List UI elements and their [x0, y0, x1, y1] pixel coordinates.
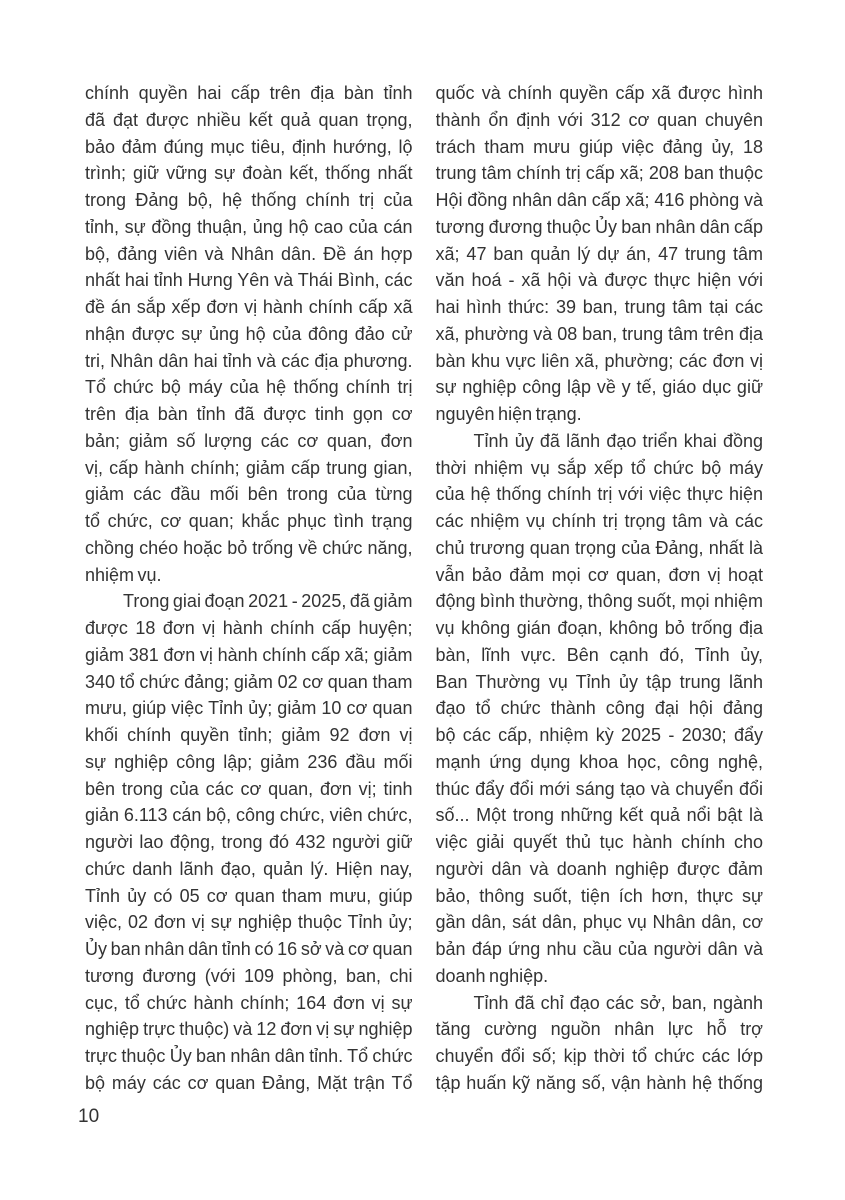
text-line: gần dân, sát dân, phục vụ Nhân dân, cơ [435, 912, 763, 933]
text-line: Tỉnh đã chỉ đạo các sở, ban, ngành [473, 992, 763, 1013]
text-line: Trong giai đoạn 2021 - 2025, đã giảm [123, 591, 413, 612]
text-line: nghiệp trực thuộc) và 12 đơn vị sự nghiệp [85, 1019, 413, 1040]
text-line: giản 6.113 cán bộ, công chức, viên chức, [85, 805, 413, 826]
text-line: bộ, đảng viên và Nhân dân. Đề án hợp [85, 243, 413, 264]
text-line: văn hoá - xã hội và được thực hiện với [435, 270, 763, 291]
text-line: tổ chức, cơ quan; khắc phục tình trạng [85, 511, 413, 531]
text-line: việc giải quyết thủ tục hành chính cho [435, 832, 763, 852]
text-line: người dân và doanh nghiệp được đảm [435, 858, 763, 879]
text-line: trong Đảng bộ, hệ thống chính trị của [85, 190, 413, 210]
text-line: giảm các đầu mối bên trong của từng [85, 484, 413, 505]
text-line: tỉnh, sự đồng thuận, ủng hộ cao của cán [85, 216, 413, 237]
paragraph [85, 80, 413, 588]
text-line: xã, phường và 08 ban, trung tâm trên địa [435, 323, 763, 344]
text-line: mưu, giúp việc Tỉnh ủy; giảm 10 cơ quan [85, 698, 413, 719]
text-line: được 18 đơn vị hành chính cấp huyện; [85, 618, 413, 638]
text-line: tương đương (với 109 phòng, ban, chi [85, 965, 413, 986]
text-line: Ủy ban nhân dân tỉnh có 16 sở và cơ quan [85, 939, 413, 959]
text-line: chủ trương quan trọng của Đảng, nhất là [435, 537, 763, 558]
text-line: nhận được sự ủng hộ của đông đảo cử [85, 323, 413, 344]
text-line: xã; 47 ban quản lý dự án, 47 trung tâm [435, 243, 763, 264]
paragraph [85, 588, 413, 1096]
text-line: thành ổn định với 312 cơ quan chuyên [435, 109, 763, 130]
text-line: vụ không gián đoạn, không bỏ trống địa [435, 618, 763, 638]
text-line: các nhiệm vụ chính trị trọng tâm và các [435, 511, 763, 531]
text-line: tập huấn kỹ năng số, vận hành hệ thống [435, 1072, 763, 1093]
text-line: nhất hai tỉnh Hưng Yên và Thái Bình, các [85, 270, 413, 291]
text-line: nguyên hiện trạng. [435, 404, 582, 424]
text-line: chính quyền hai cấp trên địa bàn tỉnh [85, 83, 413, 103]
text-line: Tỉnh ủy đã lãnh đạo triển khai đồng [473, 430, 763, 451]
text-line: vị, cấp hành chính; giảm cấp trung gian, [85, 457, 413, 478]
text-line: bên trong của các cơ quan, đơn vị; tinh [85, 778, 413, 799]
text-line: quốc và chính quyền cấp xã được hình [435, 83, 763, 103]
page-body [85, 80, 763, 1097]
page-number: 10 [78, 1106, 100, 1127]
text-line: tri, Nhân dân hai tỉnh và các địa phương. [85, 350, 413, 371]
text-line: thúc đẩy đổi mới sáng tạo và chuyển đổi [435, 778, 763, 799]
text-line: đề án sắp xếp đơn vị hành chính cấp xã [85, 297, 413, 317]
paragraph [436, 990, 764, 1097]
text-line: cục, tổ chức hành chính; 164 đơn vị sự [85, 992, 413, 1013]
text-line: Tỉnh ủy có 05 cơ quan tham mưu, giúp [85, 885, 413, 906]
text-line: mạnh ứng dụng khoa học, công nghệ, [435, 751, 763, 772]
text-line: trên địa bàn tỉnh đã được tinh gọn cơ [85, 404, 413, 424]
text-line: bộ máy các cơ quan Đảng, Mặt trận Tổ [85, 1072, 413, 1093]
text-line: bàn, lĩnh vực. Bên cạnh đó, Tỉnh ủy, [435, 644, 763, 665]
paragraph [436, 80, 764, 428]
text-line: trách tham mưu giúp việc đảng ủy, 18 [435, 136, 763, 157]
text-column-right [436, 80, 764, 1097]
text-line: khối chính quyền tỉnh; giảm 92 đơn vị [85, 725, 413, 745]
text-line: của hệ thống chính trị với việc thực hiện [435, 484, 763, 505]
text-line: đã đạt được nhiều kết quả quan trọng, [85, 109, 413, 130]
text-line: bản; giảm số lượng các cơ quan, đơn [85, 430, 413, 451]
text-line: tăng cường nguồn nhân lực hỗ trợ [435, 1019, 763, 1040]
text-line: chuyển đổi số; kịp thời tổ chức các lớp [435, 1046, 763, 1066]
text-line: bàn khu vực liên xã, phường; các đơn vị [435, 350, 763, 371]
text-line: hai hình thức: 39 ban, trung tâm tại các [435, 297, 763, 317]
text-line: bản đáp ứng nhu cầu của người dân và [435, 939, 763, 959]
text-line: Tổ chức bộ máy của hệ thống chính trị [85, 377, 413, 398]
text-line: chồng chéo hoặc bỏ trống về chức năng, [85, 537, 413, 558]
text-line: chức danh lãnh đạo, quản lý. Hiện nay, [85, 858, 413, 879]
text-line: số... Một trong những kết quả nổi bật là [435, 805, 763, 826]
text-line: 340 tổ chức đảng; giảm 02 cơ quan tham [85, 671, 413, 692]
text-line: sự nghiệp công lập về y tế, giáo dục giữ [435, 377, 763, 398]
text-line: vẫn bảo đảm mọi cơ quan, đơn vị hoạt [435, 564, 763, 585]
text-line: trình; giữ vững sự đoàn kết, thống nhất [85, 163, 413, 184]
text-line: trực thuộc Ủy ban nhân dân tỉnh. Tổ chức [85, 1046, 413, 1066]
text-line: việc, 02 đơn vị sự nghiệp thuộc Tỉnh ủy; [85, 912, 413, 933]
text-line: giảm 381 đơn vị hành chính cấp xã; giảm [85, 644, 413, 665]
text-line: bộ các cấp, nhiệm kỳ 2025 - 2030; đẩy [435, 725, 763, 745]
text-line: người lao động, trong đó 432 người giữ [85, 832, 413, 852]
text-line: Hội đồng nhân dân cấp xã; 416 phòng và [435, 190, 763, 210]
text-column-left [85, 80, 413, 1097]
text-line: doanh nghiệp. [435, 965, 549, 986]
text-line: tương đương thuộc Ủy ban nhân dân cấp [435, 216, 763, 237]
text-line: Ban Thường vụ Tỉnh ủy tập trung lãnh [435, 671, 763, 692]
text-line: sự nghiệp công lập; giảm 236 đầu mối [85, 751, 413, 772]
text-line: thời nhiệm vụ sắp xếp tổ chức bộ máy [435, 457, 763, 478]
text-line: bảo đảm đúng mục tiêu, định hướng, lộ [85, 136, 413, 157]
text-line: đạo tổ chức thành công đại hội đảng [435, 698, 763, 719]
paragraph [436, 428, 764, 990]
text-line: nhiệm vụ. [85, 564, 162, 585]
text-line: bảo, thông suốt, tiện ích hơn, thực sự [435, 885, 763, 906]
text-line: trung tâm chính trị cấp xã; 208 ban thuộc [435, 163, 763, 184]
text-line: động bình thường, thông suốt, mọi nhiệm [435, 591, 763, 612]
